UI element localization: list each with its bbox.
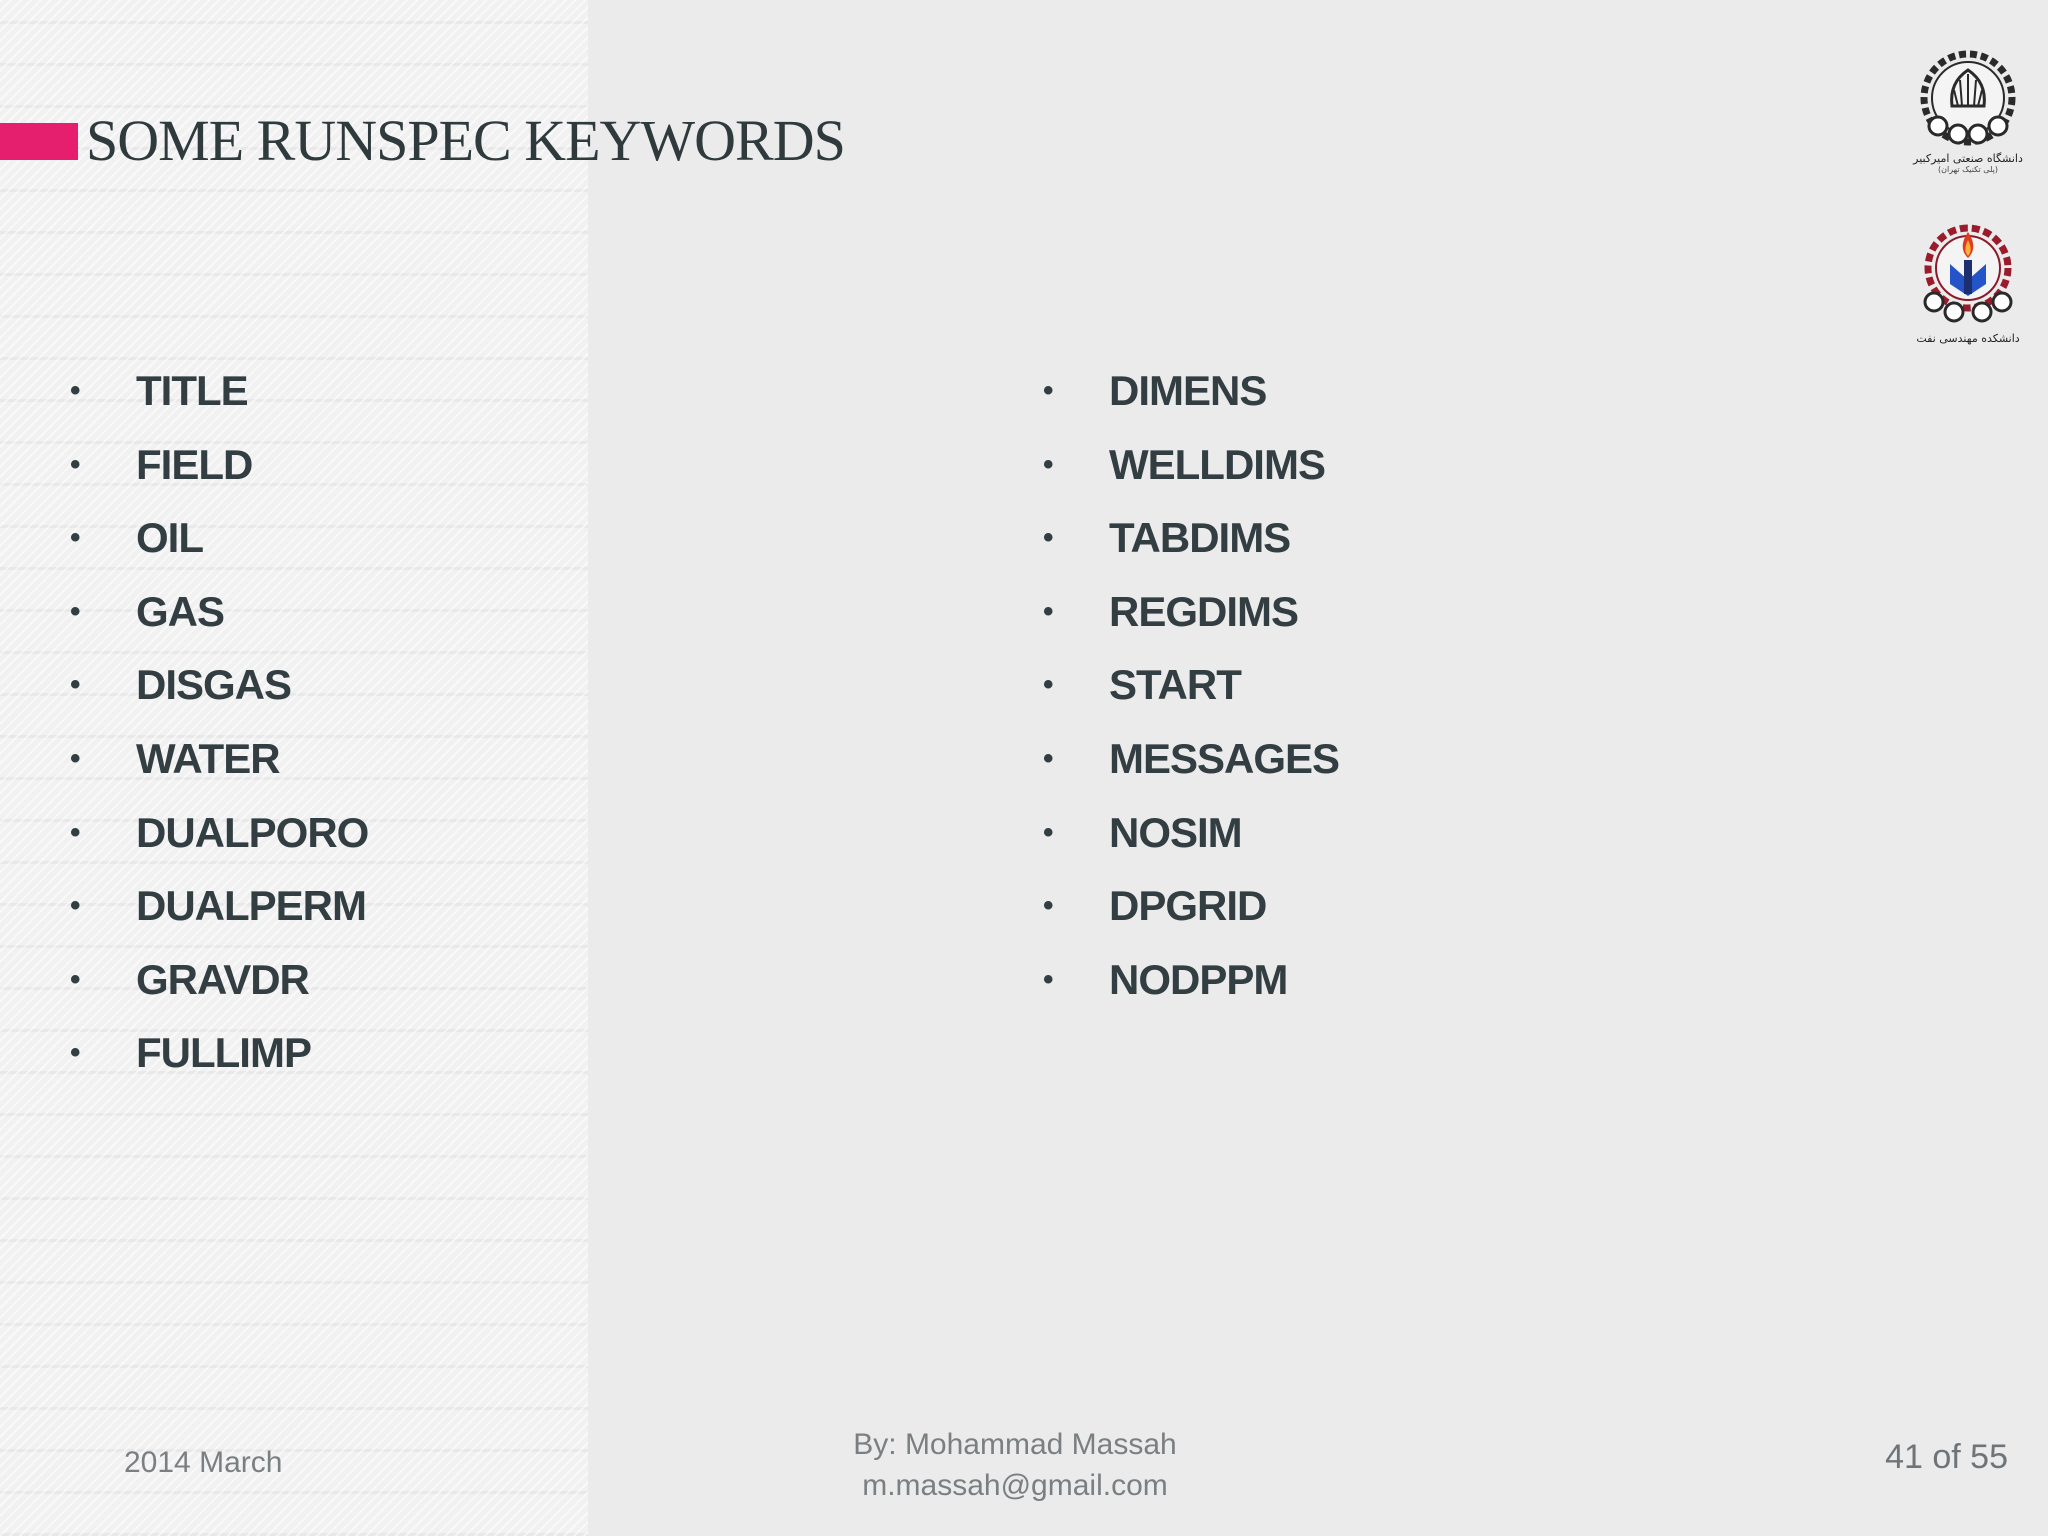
bullet-icon: • bbox=[70, 521, 80, 555]
keyword-label: START bbox=[1109, 661, 1241, 709]
keyword-label: WELLDIMS bbox=[1109, 440, 1325, 488]
bullet-icon: • bbox=[70, 889, 80, 923]
keyword-item bbox=[70, 501, 368, 575]
keyword-label: NOSIM bbox=[1109, 808, 1242, 856]
keyword-item bbox=[70, 796, 368, 870]
bullet-icon: • bbox=[1043, 374, 1053, 407]
keyword-label: DUALPERM bbox=[136, 882, 366, 930]
keyword-item bbox=[70, 943, 368, 1017]
bullet-icon: • bbox=[1043, 815, 1053, 849]
keyword-item bbox=[1043, 796, 1339, 870]
keyword-label: GAS bbox=[136, 587, 225, 635]
keyword-item bbox=[70, 648, 368, 722]
bullet-icon: • bbox=[70, 1036, 80, 1070]
keyword-item bbox=[1043, 648, 1339, 722]
university-caption: دانشگاه صنعتی امیرکبیر bbox=[1913, 152, 2023, 165]
keyword-item bbox=[70, 1016, 368, 1090]
keyword-item bbox=[1043, 943, 1339, 1017]
keyword-item bbox=[1043, 354, 1339, 428]
keyword-label: DPGRID bbox=[1109, 882, 1267, 930]
petroleum-emblem-icon bbox=[1904, 212, 2032, 332]
keyword-item bbox=[1043, 722, 1339, 796]
keyword-label: FULLIMP bbox=[136, 1029, 311, 1077]
footer-date: 2014 March bbox=[124, 1446, 283, 1479]
keyword-item bbox=[70, 722, 368, 796]
keyword-list-right bbox=[1043, 354, 1339, 1016]
keyword-label: DIMENS bbox=[1109, 367, 1267, 414]
keyword-label: MESSAGES bbox=[1109, 734, 1340, 782]
bullet-icon: • bbox=[1043, 521, 1053, 555]
bullet-icon: • bbox=[1043, 889, 1053, 923]
page-number: 41 of 55 bbox=[1885, 1438, 2008, 1476]
bullet-icon: • bbox=[70, 447, 80, 481]
keyword-item bbox=[70, 869, 368, 943]
keyword-label: REGDIMS bbox=[1109, 587, 1299, 635]
keyword-item bbox=[70, 575, 368, 649]
bullet-icon: • bbox=[70, 815, 80, 849]
keyword-label: TITLE bbox=[136, 367, 248, 414]
bullet-icon: • bbox=[1043, 594, 1053, 628]
keyword-item bbox=[1043, 869, 1339, 943]
keyword-label: FIELD bbox=[136, 440, 253, 488]
slide-title: SOME RUNSPEC KEYWORDS bbox=[86, 108, 845, 173]
petroleum-faculty-logo bbox=[1904, 212, 2032, 345]
bullet-icon: • bbox=[70, 374, 80, 407]
keyword-label: TABDIMS bbox=[1109, 514, 1291, 562]
keyword-item bbox=[1043, 428, 1339, 502]
footer-author-block bbox=[800, 1424, 1230, 1506]
keyword-label: GRAVDR bbox=[136, 955, 309, 1003]
keyword-item bbox=[1043, 575, 1339, 649]
amirkabir-emblem-icon bbox=[1904, 40, 2032, 152]
keyword-item bbox=[70, 428, 368, 502]
bullet-icon: • bbox=[70, 594, 80, 628]
keyword-label: WATER bbox=[136, 734, 280, 782]
keyword-label: DISGAS bbox=[136, 661, 292, 709]
keyword-item bbox=[1043, 501, 1339, 575]
keyword-item bbox=[70, 354, 368, 428]
keyword-list-left bbox=[70, 354, 368, 1090]
title-accent-bar bbox=[0, 123, 78, 160]
bullet-icon: • bbox=[70, 962, 80, 996]
keyword-label: DUALPORO bbox=[136, 808, 369, 856]
amirkabir-university-logo bbox=[1904, 40, 2032, 174]
bullet-icon: • bbox=[70, 741, 80, 775]
bullet-icon: • bbox=[1043, 668, 1053, 702]
faculty-caption: دانشکده مهندسی نفت bbox=[1916, 332, 2020, 345]
university-subcaption: (پلی تکنیک تهران) bbox=[1938, 165, 1998, 174]
keyword-label: NODPPM bbox=[1109, 955, 1288, 1003]
bullet-icon: • bbox=[1043, 741, 1053, 775]
bullet-icon: • bbox=[1043, 962, 1053, 996]
bullet-icon: • bbox=[1043, 447, 1053, 481]
footer-email: m.massah@gmail.com bbox=[862, 1469, 1168, 1502]
keyword-label: OIL bbox=[136, 514, 203, 562]
bullet-icon: • bbox=[70, 668, 80, 702]
footer-author: By: Mohammad Massah bbox=[853, 1428, 1177, 1461]
